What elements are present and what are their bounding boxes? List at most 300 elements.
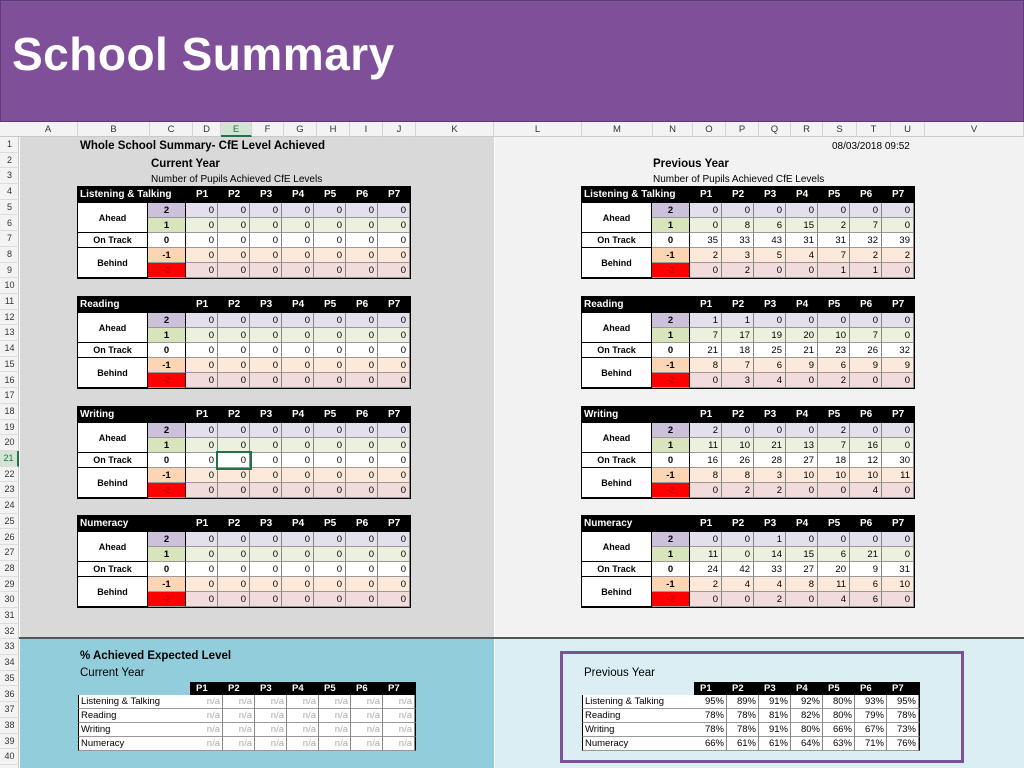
percent-cell[interactable]: n/a: [223, 695, 255, 709]
row-header-4[interactable]: 4: [0, 184, 19, 200]
percent-cell[interactable]: n/a: [255, 737, 287, 751]
percent-cell[interactable]: n/a: [287, 709, 319, 723]
value-cell[interactable]: 0: [218, 328, 250, 343]
percent-cell[interactable]: n/a: [287, 737, 319, 751]
value-cell[interactable]: 0: [786, 373, 818, 388]
row-header-15[interactable]: 15: [0, 357, 19, 373]
value-cell[interactable]: 0: [218, 453, 250, 468]
column-header-l[interactable]: L: [494, 122, 582, 137]
value-cell[interactable]: 0: [282, 483, 314, 498]
value-cell[interactable]: 8: [722, 218, 754, 233]
percent-cell[interactable]: 73%: [887, 723, 919, 737]
value-cell[interactable]: 0: [250, 453, 282, 468]
percent-cell[interactable]: 92%: [791, 695, 823, 709]
value-cell[interactable]: 0: [378, 483, 410, 498]
row-header-24[interactable]: 24: [0, 498, 19, 514]
value-cell[interactable]: 0: [186, 233, 218, 248]
value-cell[interactable]: 9: [850, 562, 882, 577]
value-cell[interactable]: 0: [378, 263, 410, 278]
value-cell[interactable]: 7: [818, 438, 850, 453]
value-cell[interactable]: 20: [786, 328, 818, 343]
value-cell[interactable]: 0: [250, 313, 282, 328]
value-cell[interactable]: 0: [282, 577, 314, 592]
value-cell[interactable]: 6: [818, 547, 850, 562]
value-cell[interactable]: 0: [754, 203, 786, 218]
value-cell[interactable]: 0: [250, 203, 282, 218]
value-cell[interactable]: 0: [314, 203, 346, 218]
value-cell[interactable]: 0: [282, 313, 314, 328]
value-cell[interactable]: 19: [754, 328, 786, 343]
percent-cell[interactable]: n/a: [191, 723, 223, 737]
value-cell[interactable]: 15: [786, 218, 818, 233]
value-cell[interactable]: 0: [314, 263, 346, 278]
value-cell[interactable]: 6: [850, 577, 882, 592]
percent-cell[interactable]: n/a: [191, 695, 223, 709]
percent-cell[interactable]: 78%: [695, 709, 727, 723]
value-cell[interactable]: 0: [314, 248, 346, 263]
percent-cell[interactable]: 76%: [887, 737, 919, 751]
value-cell[interactable]: 0: [218, 358, 250, 373]
value-cell[interactable]: 0: [314, 577, 346, 592]
value-cell[interactable]: 0: [218, 313, 250, 328]
value-cell[interactable]: 0: [314, 423, 346, 438]
percent-cell[interactable]: 78%: [727, 709, 759, 723]
column-header-v[interactable]: V: [925, 122, 1024, 137]
value-cell[interactable]: 0: [850, 532, 882, 547]
column-header-o[interactable]: O: [693, 122, 726, 137]
value-cell[interactable]: 0: [186, 358, 218, 373]
value-cell[interactable]: 0: [186, 592, 218, 607]
row-header-5[interactable]: 5: [0, 200, 19, 216]
value-cell[interactable]: 16: [690, 453, 722, 468]
column-header-j[interactable]: J: [383, 122, 416, 137]
percent-cell[interactable]: 81%: [759, 709, 791, 723]
row-header-33[interactable]: 33: [0, 639, 19, 655]
value-cell[interactable]: 0: [690, 483, 722, 498]
value-cell[interactable]: 0: [346, 233, 378, 248]
value-cell[interactable]: 2: [690, 423, 722, 438]
value-cell[interactable]: 31: [786, 233, 818, 248]
value-cell[interactable]: 0: [346, 577, 378, 592]
value-cell[interactable]: 3: [722, 248, 754, 263]
value-cell[interactable]: 0: [282, 562, 314, 577]
row-header-38[interactable]: 38: [0, 718, 19, 734]
value-cell[interactable]: 0: [378, 313, 410, 328]
value-cell[interactable]: 0: [378, 203, 410, 218]
value-cell[interactable]: 0: [690, 373, 722, 388]
row-header-2[interactable]: 2: [0, 153, 19, 169]
value-cell[interactable]: 1: [850, 263, 882, 278]
value-cell[interactable]: 11: [882, 468, 914, 483]
value-cell[interactable]: 0: [722, 423, 754, 438]
percent-cell[interactable]: n/a: [223, 723, 255, 737]
value-cell[interactable]: 0: [186, 423, 218, 438]
value-cell[interactable]: 0: [722, 203, 754, 218]
percent-cell[interactable]: 91%: [759, 695, 791, 709]
value-cell[interactable]: 0: [186, 453, 218, 468]
row-header-14[interactable]: 14: [0, 341, 19, 357]
value-cell[interactable]: 0: [186, 263, 218, 278]
value-cell[interactable]: 0: [378, 218, 410, 233]
value-cell[interactable]: 0: [818, 313, 850, 328]
row-header-11[interactable]: 11: [0, 294, 19, 310]
value-cell[interactable]: 0: [218, 438, 250, 453]
value-cell[interactable]: 13: [786, 438, 818, 453]
row-header-7[interactable]: 7: [0, 231, 19, 247]
value-cell[interactable]: 4: [850, 483, 882, 498]
column-header-f[interactable]: F: [252, 122, 284, 137]
value-cell[interactable]: 0: [218, 263, 250, 278]
value-cell[interactable]: 7: [818, 248, 850, 263]
value-cell[interactable]: 11: [690, 438, 722, 453]
value-cell[interactable]: 12: [850, 453, 882, 468]
value-cell[interactable]: 0: [250, 218, 282, 233]
value-cell[interactable]: 0: [186, 343, 218, 358]
value-cell[interactable]: 2: [722, 263, 754, 278]
percent-cell[interactable]: 78%: [727, 723, 759, 737]
value-cell[interactable]: 11: [690, 547, 722, 562]
value-cell[interactable]: 0: [282, 373, 314, 388]
percent-cell[interactable]: 79%: [855, 709, 887, 723]
value-cell[interactable]: 10: [722, 438, 754, 453]
row-header-13[interactable]: 13: [0, 325, 19, 341]
value-cell[interactable]: 0: [882, 438, 914, 453]
value-cell[interactable]: 0: [282, 592, 314, 607]
value-cell[interactable]: 0: [850, 313, 882, 328]
value-cell[interactable]: 0: [186, 373, 218, 388]
value-cell[interactable]: 6: [754, 218, 786, 233]
row-header-8[interactable]: 8: [0, 247, 19, 263]
value-cell[interactable]: 0: [314, 343, 346, 358]
value-cell[interactable]: 0: [250, 468, 282, 483]
value-cell[interactable]: 43: [754, 233, 786, 248]
value-cell[interactable]: 4: [818, 592, 850, 607]
percent-cell[interactable]: 80%: [791, 723, 823, 737]
value-cell[interactable]: 0: [786, 423, 818, 438]
value-cell[interactable]: 0: [250, 233, 282, 248]
value-cell[interactable]: 0: [218, 423, 250, 438]
value-cell[interactable]: 7: [690, 328, 722, 343]
value-cell[interactable]: 0: [378, 592, 410, 607]
value-cell[interactable]: 0: [346, 373, 378, 388]
value-cell[interactable]: 15: [786, 547, 818, 562]
value-cell[interactable]: 6: [818, 358, 850, 373]
value-cell[interactable]: 10: [786, 468, 818, 483]
value-cell[interactable]: 0: [882, 263, 914, 278]
value-cell[interactable]: 8: [722, 468, 754, 483]
value-cell[interactable]: 0: [186, 532, 218, 547]
value-cell[interactable]: 0: [882, 328, 914, 343]
value-cell[interactable]: 0: [186, 577, 218, 592]
row-header-19[interactable]: 19: [0, 420, 19, 436]
row-header-18[interactable]: 18: [0, 404, 19, 420]
value-cell[interactable]: 0: [314, 468, 346, 483]
value-cell[interactable]: 0: [882, 373, 914, 388]
percent-cell[interactable]: n/a: [351, 709, 383, 723]
value-cell[interactable]: 32: [882, 343, 914, 358]
row-header-9[interactable]: 9: [0, 263, 19, 279]
value-cell[interactable]: 0: [722, 592, 754, 607]
value-cell[interactable]: 0: [314, 313, 346, 328]
value-cell[interactable]: 8: [786, 577, 818, 592]
percent-cell[interactable]: 61%: [759, 737, 791, 751]
value-cell[interactable]: 0: [314, 483, 346, 498]
row-header-21[interactable]: 21: [0, 451, 19, 467]
row-header-20[interactable]: 20: [0, 435, 19, 451]
value-cell[interactable]: 0: [314, 562, 346, 577]
row-header-27[interactable]: 27: [0, 545, 19, 561]
value-cell[interactable]: 7: [850, 328, 882, 343]
value-cell[interactable]: 0: [250, 423, 282, 438]
value-cell[interactable]: 0: [218, 373, 250, 388]
value-cell[interactable]: 6: [754, 358, 786, 373]
value-cell[interactable]: 2: [754, 483, 786, 498]
value-cell[interactable]: 7: [722, 358, 754, 373]
value-cell[interactable]: 0: [314, 547, 346, 562]
percent-cell[interactable]: n/a: [383, 723, 415, 737]
value-cell[interactable]: 0: [786, 592, 818, 607]
value-cell[interactable]: 0: [378, 532, 410, 547]
value-cell[interactable]: 0: [378, 438, 410, 453]
percent-cell[interactable]: 61%: [727, 737, 759, 751]
percent-cell[interactable]: n/a: [223, 709, 255, 723]
value-cell[interactable]: 0: [690, 532, 722, 547]
column-header-c[interactable]: C: [150, 122, 193, 137]
row-header-23[interactable]: 23: [0, 482, 19, 498]
row-header-31[interactable]: 31: [0, 608, 19, 624]
percent-cell[interactable]: 93%: [855, 695, 887, 709]
value-cell[interactable]: 10: [818, 328, 850, 343]
percent-cell[interactable]: n/a: [319, 737, 351, 751]
value-cell[interactable]: 1: [722, 313, 754, 328]
value-cell[interactable]: 10: [882, 577, 914, 592]
percent-cell[interactable]: n/a: [319, 709, 351, 723]
value-cell[interactable]: 20: [818, 562, 850, 577]
value-cell[interactable]: 0: [218, 483, 250, 498]
value-cell[interactable]: 1: [690, 313, 722, 328]
value-cell[interactable]: 17: [722, 328, 754, 343]
value-cell[interactable]: 0: [722, 547, 754, 562]
value-cell[interactable]: 0: [186, 562, 218, 577]
value-cell[interactable]: 42: [722, 562, 754, 577]
value-cell[interactable]: 8: [690, 468, 722, 483]
value-cell[interactable]: 0: [346, 263, 378, 278]
percent-cell[interactable]: n/a: [351, 737, 383, 751]
column-header-n[interactable]: N: [653, 122, 693, 137]
row-header-22[interactable]: 22: [0, 467, 19, 483]
percent-cell[interactable]: n/a: [287, 723, 319, 737]
value-cell[interactable]: 0: [882, 313, 914, 328]
value-cell[interactable]: 0: [786, 203, 818, 218]
row-header-30[interactable]: 30: [0, 592, 19, 608]
value-cell[interactable]: 0: [818, 203, 850, 218]
value-cell[interactable]: 2: [882, 248, 914, 263]
value-cell[interactable]: 26: [850, 343, 882, 358]
value-cell[interactable]: 4: [754, 373, 786, 388]
row-header-39[interactable]: 39: [0, 734, 19, 750]
percent-cell[interactable]: n/a: [223, 737, 255, 751]
value-cell[interactable]: 0: [218, 218, 250, 233]
value-cell[interactable]: 0: [850, 423, 882, 438]
value-cell[interactable]: 21: [754, 438, 786, 453]
value-cell[interactable]: 0: [314, 453, 346, 468]
value-cell[interactable]: 31: [882, 562, 914, 577]
percent-cell[interactable]: 66%: [695, 737, 727, 751]
value-cell[interactable]: 0: [754, 423, 786, 438]
row-header-12[interactable]: 12: [0, 310, 19, 326]
value-cell[interactable]: 0: [250, 592, 282, 607]
value-cell[interactable]: 0: [250, 547, 282, 562]
value-cell[interactable]: 32: [850, 233, 882, 248]
row-header-28[interactable]: 28: [0, 561, 19, 577]
value-cell[interactable]: 0: [346, 203, 378, 218]
value-cell[interactable]: 0: [282, 468, 314, 483]
value-cell[interactable]: 7: [850, 218, 882, 233]
value-cell[interactable]: 0: [250, 248, 282, 263]
value-cell[interactable]: 0: [786, 313, 818, 328]
value-cell[interactable]: 11: [818, 577, 850, 592]
value-cell[interactable]: 0: [378, 577, 410, 592]
value-cell[interactable]: 0: [250, 373, 282, 388]
column-header-a[interactable]: A: [19, 122, 78, 137]
value-cell[interactable]: 0: [186, 483, 218, 498]
value-cell[interactable]: 0: [218, 248, 250, 263]
value-cell[interactable]: 2: [818, 218, 850, 233]
value-cell[interactable]: 0: [282, 438, 314, 453]
column-header-p[interactable]: P: [726, 122, 759, 137]
value-cell[interactable]: 0: [250, 483, 282, 498]
percent-cell[interactable]: n/a: [383, 709, 415, 723]
column-header-d[interactable]: D: [193, 122, 221, 137]
value-cell[interactable]: 0: [218, 562, 250, 577]
column-header-h[interactable]: H: [317, 122, 350, 137]
row-header-25[interactable]: 25: [0, 514, 19, 530]
column-header-q[interactable]: Q: [759, 122, 791, 137]
value-cell[interactable]: 27: [786, 562, 818, 577]
value-cell[interactable]: 0: [346, 592, 378, 607]
percent-cell[interactable]: n/a: [191, 709, 223, 723]
value-cell[interactable]: 0: [346, 547, 378, 562]
value-cell[interactable]: 6: [850, 592, 882, 607]
row-header-6[interactable]: 6: [0, 216, 19, 232]
value-cell[interactable]: 0: [250, 328, 282, 343]
percent-cell[interactable]: n/a: [383, 737, 415, 751]
value-cell[interactable]: 0: [722, 532, 754, 547]
value-cell[interactable]: 16: [850, 438, 882, 453]
value-cell[interactable]: 0: [346, 423, 378, 438]
value-cell[interactable]: 21: [786, 343, 818, 358]
value-cell[interactable]: 0: [378, 343, 410, 358]
value-cell[interactable]: 21: [690, 343, 722, 358]
value-cell[interactable]: 0: [282, 328, 314, 343]
value-cell[interactable]: 30: [882, 453, 914, 468]
value-cell[interactable]: 0: [818, 532, 850, 547]
value-cell[interactable]: 0: [690, 263, 722, 278]
row-header-16[interactable]: 16: [0, 373, 19, 389]
value-cell[interactable]: 0: [250, 263, 282, 278]
value-cell[interactable]: 21: [850, 547, 882, 562]
percent-cell[interactable]: n/a: [351, 695, 383, 709]
value-cell[interactable]: 0: [218, 203, 250, 218]
value-cell[interactable]: 0: [218, 532, 250, 547]
value-cell[interactable]: 0: [250, 358, 282, 373]
value-cell[interactable]: 0: [282, 248, 314, 263]
value-cell[interactable]: 0: [250, 577, 282, 592]
row-header-36[interactable]: 36: [0, 687, 19, 703]
value-cell[interactable]: 0: [250, 343, 282, 358]
percent-cell[interactable]: 63%: [823, 737, 855, 751]
value-cell[interactable]: 0: [282, 263, 314, 278]
row-header-40[interactable]: 40: [0, 749, 19, 765]
value-cell[interactable]: 0: [314, 233, 346, 248]
value-cell[interactable]: 0: [186, 438, 218, 453]
value-cell[interactable]: 2: [754, 592, 786, 607]
percent-cell[interactable]: 64%: [791, 737, 823, 751]
value-cell[interactable]: 0: [850, 203, 882, 218]
value-cell[interactable]: 2: [690, 577, 722, 592]
percent-cell[interactable]: 78%: [695, 723, 727, 737]
value-cell[interactable]: 2: [818, 423, 850, 438]
value-cell[interactable]: 26: [722, 453, 754, 468]
column-header-r[interactable]: R: [791, 122, 823, 137]
value-cell[interactable]: 0: [250, 562, 282, 577]
percent-cell[interactable]: n/a: [191, 737, 223, 751]
value-cell[interactable]: 23: [818, 343, 850, 358]
row-header-34[interactable]: 34: [0, 655, 19, 671]
value-cell[interactable]: 10: [818, 468, 850, 483]
column-header-t[interactable]: T: [857, 122, 891, 137]
value-cell[interactable]: 24: [690, 562, 722, 577]
value-cell[interactable]: 0: [346, 562, 378, 577]
value-cell[interactable]: 0: [378, 453, 410, 468]
value-cell[interactable]: 31: [818, 233, 850, 248]
value-cell[interactable]: 0: [186, 468, 218, 483]
percent-cell[interactable]: 95%: [887, 695, 919, 709]
value-cell[interactable]: 33: [754, 562, 786, 577]
value-cell[interactable]: 0: [346, 358, 378, 373]
value-cell[interactable]: 14: [754, 547, 786, 562]
value-cell[interactable]: 0: [690, 203, 722, 218]
value-cell[interactable]: 0: [378, 248, 410, 263]
value-cell[interactable]: 0: [282, 532, 314, 547]
column-header-e[interactable]: E: [221, 122, 252, 137]
value-cell[interactable]: 0: [282, 343, 314, 358]
value-cell[interactable]: 0: [378, 328, 410, 343]
value-cell[interactable]: 0: [218, 468, 250, 483]
value-cell[interactable]: 0: [378, 373, 410, 388]
value-cell[interactable]: 0: [786, 532, 818, 547]
column-header-i[interactable]: I: [350, 122, 383, 137]
percent-cell[interactable]: 91%: [759, 723, 791, 737]
row-header-32[interactable]: 32: [0, 624, 19, 640]
value-cell[interactable]: 0: [282, 358, 314, 373]
percent-cell[interactable]: 80%: [823, 695, 855, 709]
value-cell[interactable]: 0: [378, 423, 410, 438]
value-cell[interactable]: 0: [346, 483, 378, 498]
value-cell[interactable]: 0: [314, 328, 346, 343]
percent-cell[interactable]: n/a: [351, 723, 383, 737]
percent-cell[interactable]: 78%: [887, 709, 919, 723]
percent-cell[interactable]: 82%: [791, 709, 823, 723]
percent-cell[interactable]: 66%: [823, 723, 855, 737]
percent-cell[interactable]: n/a: [255, 695, 287, 709]
value-cell[interactable]: 9: [786, 358, 818, 373]
value-cell[interactable]: 0: [378, 468, 410, 483]
row-header-17[interactable]: 17: [0, 388, 19, 404]
value-cell[interactable]: 0: [250, 532, 282, 547]
value-cell[interactable]: 18: [818, 453, 850, 468]
value-cell[interactable]: 0: [690, 218, 722, 233]
